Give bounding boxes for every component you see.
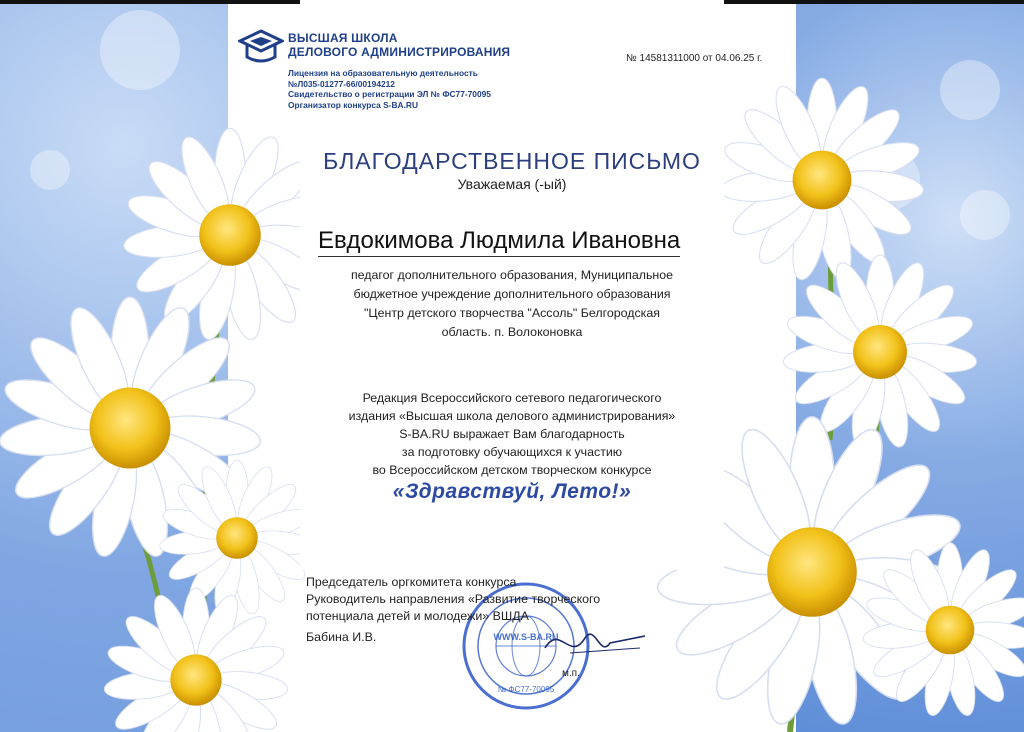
contest-name: «Здравствуй, Лето!» [392,480,632,503]
body-line: S-BA.RU выражает Вам благодарность [399,427,625,441]
body-line: издания «Высшая школа делового администрирования» [348,409,676,423]
recipient-name: Евдокимова Людмила Ивановна [318,227,680,257]
org-meta-line: №Л035-01277-66/00194212 [288,78,395,89]
org-name-line: ВЫСШАЯ ШКОЛА [288,31,398,45]
signatory-line: Руководитель направления «Развитие творческого [306,592,601,606]
certificate-title: БЛАГОДАРСТВЕННОЕ ПИСЬМО [323,148,701,174]
stamp-url: WWW.S-BA.RU [493,632,559,642]
stamp-text: № ФС77-70095 [497,685,555,694]
position-line: "Центр детского творчества "Ассоль" Белгородская [364,306,660,320]
body-line: Редакция Всероссийского сетевого педагогического [362,391,662,405]
org-meta-line: Организатор конкурса S-BA.RU [288,99,418,110]
org-name-line: ДЕЛОВОГО АДМИНИСТРИРОВАНИЯ [288,45,511,59]
handwritten-signature [540,618,650,668]
organization-details [288,68,491,110]
body-line: за подготовку обучающихся к участию [401,445,623,459]
organization-name [288,31,510,59]
position-line: область. п. Волоконовка [441,325,583,339]
signatory-line: потенциала детей и молодежи» ВШДА [306,609,529,623]
position-line: педагог дополнительного образования, Муниципальное [350,268,674,282]
body-line: во Всероссийском детском творческом конкурсе [372,463,652,477]
recipient-position [300,266,724,342]
org-meta-line: Лицензия на образовательную деятельность [288,68,478,78]
document-number: № 14581311000 от 04.06.25 г. [626,53,763,64]
signatory-title [306,574,600,625]
org-meta-line: Свидетельство о регистрации ЭЛ № ФС77-70095 [288,89,491,99]
signatory-line: Председатель оргкомитета конкурса [306,575,517,589]
graduation-cap-logo-icon [238,27,284,67]
stamp-place-label: м.п. [562,668,580,679]
greeting: Уважаемая (-ый) [457,176,567,192]
position-line: бюджетное учреждение дополнительного образования [353,287,671,301]
gratitude-text [300,389,724,479]
signatory-name: Бабина И.В. [306,630,377,644]
